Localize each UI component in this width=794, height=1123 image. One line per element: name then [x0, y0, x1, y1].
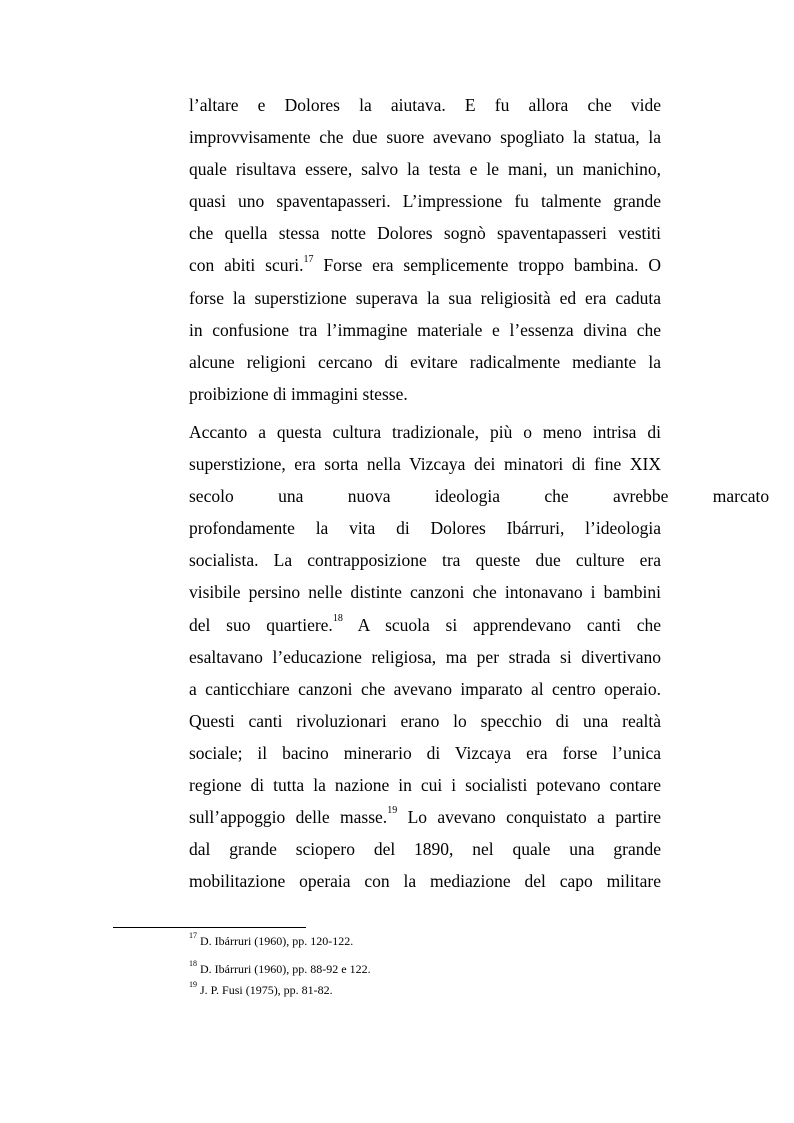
text-line: che quella stessa notte Dolores sognò spaventapasseri vestiti [189, 223, 661, 244]
text-line: alcune religioni cercano di evitare radicalmente mediante la [189, 351, 661, 372]
footnote-17 [189, 931, 661, 949]
text-segment: Lo avevano conquistato a partire [397, 807, 661, 828]
text-line: mobilitazione operaia con la mediazione del capo militare [189, 871, 661, 892]
footnote-text: D. Ibárruri (1960), pp. 88-92 e 122. [197, 962, 371, 976]
footnote-number: 19 [189, 980, 197, 989]
footnote-separator [113, 927, 306, 928]
text-segment: A scuola si apprendevano canti che [342, 614, 662, 635]
text-line: quasi uno spaventapasseri. L’impressione fu talmente grande [189, 191, 661, 212]
text-line: improvvisamente che due suore avevano spogliato la statua, la [189, 127, 661, 148]
footnote-number: 18 [189, 959, 197, 968]
text-line: forse la superstizione superava la sua religiosità ed era caduta [189, 287, 661, 308]
text-line [189, 609, 661, 641]
text-line: secolo una nuova ideologia che avrebbe marcato [189, 486, 770, 507]
text-line: esaltavano l’educazione religiosa, ma per strada si divertivano [189, 646, 661, 667]
text-segment: del suo quartiere. [189, 614, 333, 635]
text-line: visibile persino nelle distinte canzoni che intonavano i bambini [189, 582, 661, 603]
text-line: quale risultava essere, salvo la testa e le mani, un manichino, [189, 159, 661, 180]
text-line: in confusione tra l’immagine materiale e l’essenza divina che [189, 319, 661, 340]
footnote-19 [189, 980, 661, 998]
footnote-text: J. P. Fusi (1975), pp. 81-82. [197, 983, 333, 997]
footnote-ref-17[interactable]: 17 [303, 253, 314, 265]
text-line: proibizione di immagini stesse. [189, 383, 408, 404]
footnote-number: 17 [189, 931, 197, 940]
text-line: l’altare e Dolores la aiutava. E fu allora che vide [189, 95, 661, 115]
text-line: profondamente la vita di Dolores Ibárruri, l’ideologia [189, 518, 661, 539]
text-line [189, 801, 661, 833]
text-line [189, 249, 661, 281]
footnote-18 [189, 959, 661, 977]
footnote-text: D. Ibárruri (1960), pp. 120-122. [197, 934, 354, 948]
footnote-ref-18[interactable]: 18 [332, 612, 343, 624]
text-line: a canticchiare canzoni che avevano imparato al centro operaio. [189, 678, 661, 699]
text-segment: con abiti scuri. [189, 255, 304, 276]
text-segment: Forse era semplicemente troppo bambina. O [313, 255, 661, 276]
footnotes [189, 931, 661, 998]
text-line: Accanto a questa cultura tradizionale, più o meno intrisa di [189, 421, 661, 442]
text-line: sociale; il bacino minerario di Vizcaya era forse l’unica [189, 742, 661, 763]
main-text [189, 89, 770, 897]
text-segment: sull’appoggio delle masse. [189, 807, 388, 828]
text-line: regione di tutta la nazione in cui i socialisti potevano contare [189, 774, 661, 795]
footnote-ref-19[interactable]: 19 [387, 805, 398, 817]
text-line: Questi canti rivoluzionari erano lo specchio di una realtà [189, 710, 661, 731]
text-line: dal grande sciopero del 1890, nel quale una grande [189, 839, 661, 860]
text-line: socialista. La contrapposizione tra queste due culture era [189, 550, 661, 571]
text-line: superstizione, era sorta nella Vizcaya dei minatori di fine XIX [189, 454, 661, 475]
